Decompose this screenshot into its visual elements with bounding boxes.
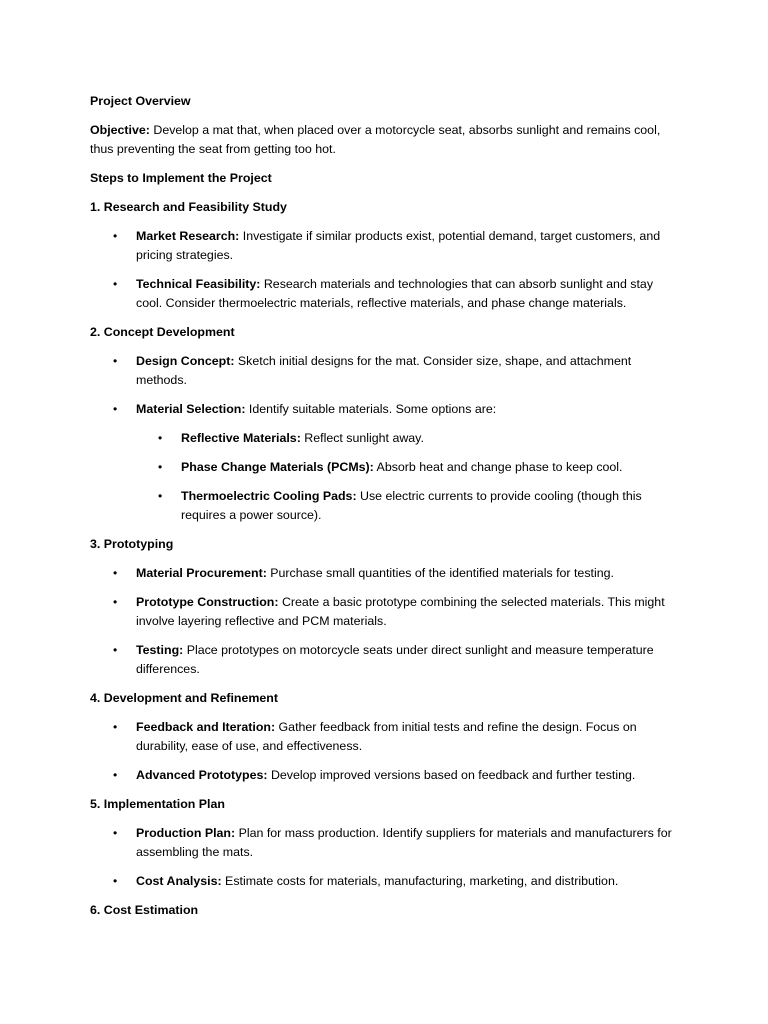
item-text: Identify suitable materials. Some options are: — [245, 402, 497, 416]
bullet-list — [90, 227, 680, 313]
item-text: Place prototypes on motorcycle seats under direct sunlight and measure temperature differences. — [136, 643, 654, 676]
bullet-icon: • — [113, 643, 118, 657]
bullet-icon: • — [113, 720, 118, 734]
sub-list-item — [136, 429, 680, 448]
steps-heading: Steps to Implement the Project — [90, 171, 272, 185]
bullet-icon: • — [113, 229, 118, 243]
bullet-icon: • — [113, 354, 118, 368]
list-item — [90, 641, 680, 679]
item-label: Prototype Construction: — [136, 595, 279, 609]
item-label: Material Procurement: — [136, 566, 267, 580]
item-text: Develop improved versions based on feedback and further testing. — [267, 768, 636, 782]
item-text: Research materials and technologies that can absorb sunlight and stay cool. Consider thermoelectric materials, reflective materials, and phase change materials. — [136, 277, 654, 310]
sub-list-item — [136, 487, 680, 525]
bullet-icon: • — [158, 489, 163, 503]
bullet-icon: • — [113, 768, 118, 782]
item-label: Thermoelectric Cooling Pads: — [181, 489, 357, 503]
item-text: Create a basic prototype combining the selected materials. This might involve layering reflective and PCM materials. — [136, 595, 665, 628]
item-label: Testing: — [136, 643, 184, 657]
bullet-list — [90, 718, 680, 785]
list-item — [90, 227, 680, 265]
bullet-icon: • — [113, 595, 118, 609]
item-text: Absorb heat and change phase to keep cool. — [373, 460, 623, 474]
item-text: Plan for mass production. Identify suppliers for materials and manufacturers for assembling the mats. — [136, 826, 672, 859]
item-label: Phase Change Materials (PCMs): — [181, 460, 374, 474]
bullet-icon: • — [158, 460, 163, 474]
section-heading: 3. Prototyping — [90, 537, 174, 551]
bullet-icon: • — [158, 431, 163, 445]
list-item — [90, 400, 680, 525]
objective-label: Objective: — [90, 123, 150, 137]
list-item — [90, 872, 680, 891]
item-label: Advanced Prototypes: — [136, 768, 268, 782]
list-item — [90, 718, 680, 756]
bullet-icon: • — [113, 402, 118, 416]
list-item — [90, 564, 680, 583]
bullet-list — [90, 352, 680, 525]
sub-list-item — [136, 458, 680, 477]
objective-text: Develop a mat that, when placed over a motorcycle seat, absorbs sunlight and remains cool, thus preventing the seat from getting too hot. — [90, 123, 661, 156]
bullet-icon: • — [113, 826, 118, 840]
sub-bullet-list — [136, 429, 680, 525]
item-label: Technical Feasibility: — [136, 277, 261, 291]
objective-paragraph — [90, 121, 680, 159]
item-label: Market Research: — [136, 229, 240, 243]
item-text: Investigate if similar products exist, potential demand, target customers, and pricing strategies. — [136, 229, 661, 262]
item-text: Reflect sunlight away. — [300, 431, 424, 445]
section-heading: 2. Concept Development — [90, 325, 235, 339]
bullet-icon: • — [113, 277, 118, 291]
list-item — [90, 766, 680, 785]
bullet-list — [90, 824, 680, 891]
section-heading: 6. Cost Estimation — [90, 903, 199, 917]
item-label: Material Selection: — [136, 402, 246, 416]
section-heading: 1. Research and Feasibility Study — [90, 200, 287, 214]
item-label: Feedback and Iteration: — [136, 720, 276, 734]
item-text: Estimate costs for materials, manufacturing, marketing, and distribution. — [221, 874, 619, 888]
list-item — [90, 352, 680, 390]
bullet-icon: • — [113, 566, 118, 580]
bullet-list — [90, 564, 680, 679]
section-heading: 4. Development and Refinement — [90, 691, 278, 705]
list-item — [90, 275, 680, 313]
item-text: Sketch initial designs for the mat. Consider size, shape, and attachment methods. — [136, 354, 632, 387]
item-label: Design Concept: — [136, 354, 235, 368]
bullet-icon: • — [113, 874, 118, 888]
section-heading: 5. Implementation Plan — [90, 797, 225, 811]
list-item — [90, 593, 680, 631]
page-title: Project Overview — [90, 94, 191, 108]
document-body — [90, 92, 680, 930]
list-item — [90, 824, 680, 862]
item-text: Use electric currents to provide cooling (though this requires a power source). — [181, 489, 642, 522]
item-label: Reflective Materials: — [181, 431, 301, 445]
item-text: Purchase small quantities of the identified materials for testing. — [266, 566, 614, 580]
item-label: Cost Analysis: — [136, 874, 222, 888]
item-text: Gather feedback from initial tests and refine the design. Focus on durability, ease of use, and effectiveness. — [136, 720, 637, 753]
item-label: Production Plan: — [136, 826, 236, 840]
